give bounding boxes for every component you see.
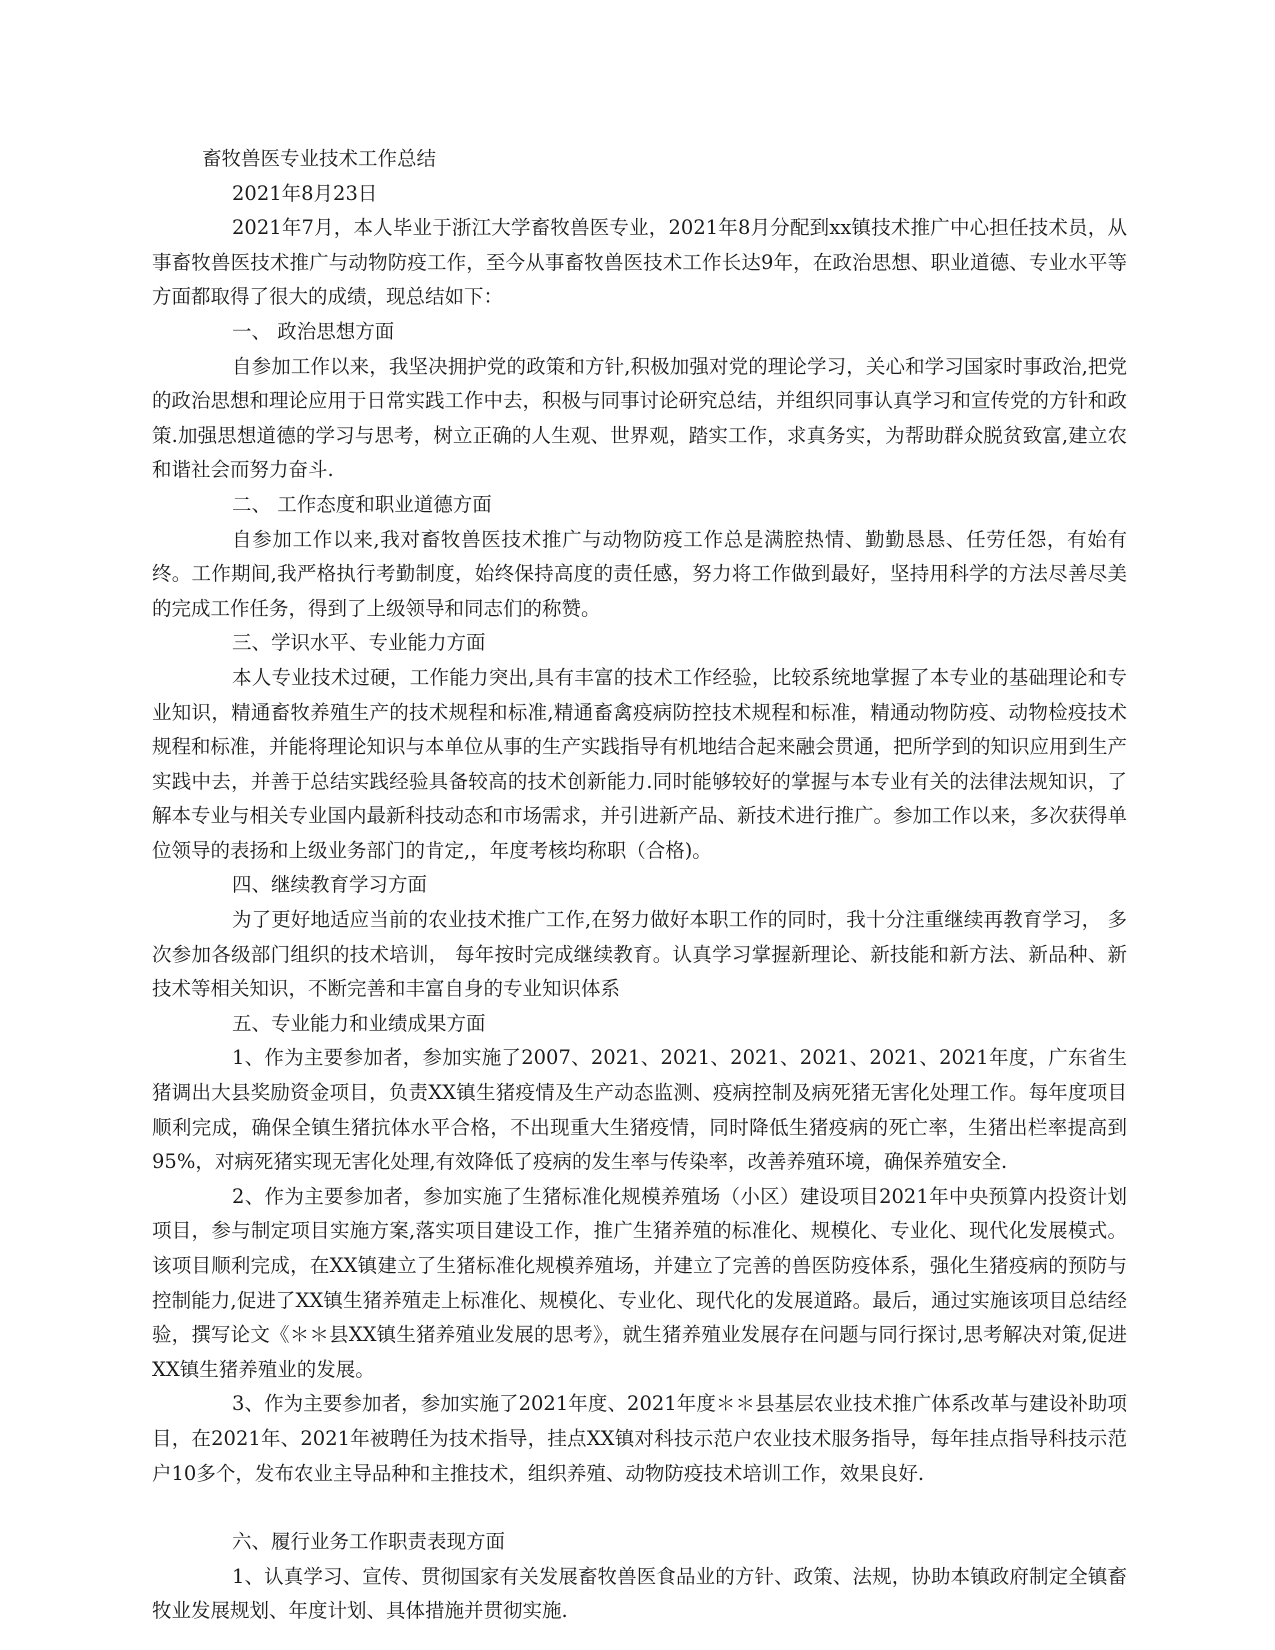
document-title: 畜牧兽医专业技术工作总结 bbox=[202, 147, 437, 170]
section-2-heading: 二、 工作态度和职业道德方面 bbox=[232, 492, 492, 516]
section-5-paragraph-3: 3、作为主要参加者，参加实施了2021年度、2021年度＊＊县基层农业技术推广体系改革与建设补助项目，在2021年、2021年被聘任为技术指导，挂点XX镇对科技示范户农业技术服务指导，每年挂点指导科技示范户10多个，发布农业主导品种和主推技术，组织养殖、动物防疫技术培训工作，效果良好. bbox=[152, 1392, 1127, 1485]
section-2-paragraph-1: 自参加工作以来,我对畜牧兽医技术推广与动物防疫工作总是满腔热情、勤勤恳恳、任劳任怨，有始有终。工作期间,我严格执行考勤制度，始终保持高度的责任感，努力将工作做到最好，坚持用科学的方法尽善尽美的完成工作任务，得到了上级领导和同志们的称赞。 bbox=[152, 527, 1127, 620]
blank-line bbox=[152, 1491, 1127, 1525]
intro-paragraph: 2021年7月，本人毕业于浙江大学畜牧兽医专业，2021年8月分配到xx镇技术推广中心担任技术员，从事畜牧兽医技术推广与动物防疫工作，至今从事畜牧兽医技术工作长达9年，在政治思想、职业道德、专业水平等方面都取得了很大的成绩，现总结如下： bbox=[152, 216, 1127, 309]
section-3-paragraph-1: 本人专业技术过硬，工作能力突出,具有丰富的技术工作经验，比较系统地掌握了本专业的基础理论和专业知识，精通畜牧养殖生产的技术规程和标准,精通畜禽疫病防控技术规程和标准，精通动物防疫、动物检疫技术规程和标准，并能将理论知识与本单位从事的生产实践指导有机地结合起来融会贯通，把所学到的知识应用到生产实践中去，并善于总结实践经验具备较高的技术创新能力.同时能够较好的掌握与本专业有关的法律法规知识，了解本专业与相关专业国内最新科技动态和市场需求，并引进新产品、新技术进行推广。参加工作以来，多次获得单位领导的表扬和上级业务部门的肯定,，年度考核均称职（合格)。 bbox=[152, 665, 1128, 862]
section-6-heading: 六、履行业务工作职责表现方面 bbox=[232, 1530, 506, 1554]
section-1-heading: 一、 政治思想方面 bbox=[232, 319, 395, 343]
section-4-heading: 四、继续教育学习方面 bbox=[232, 873, 428, 897]
section-5-paragraph-2: 2、作为主要参加者，参加实施了生猪标准化规模养殖场（小区）建设项目2021年中央预算内投资计划项目，参与制定项目实施方案,落实项目建设工作，推广生猪养殖的标准化、规模化、专业化、现代化发展模式。该项目顺利完成，在XX镇建立了生猪标准化规模养殖场，并建立了完善的兽医防疫体系，强化生猪疫病的预防与控制能力,促进了XX镇生猪养殖走上标准化、规模化、专业化、现代化的发展道路。最后，通过实施该项目总结经验，撰写论文《＊＊县XX镇生猪养殖业发展的思考》，就生猪养殖业发展存在问题与同行探讨,思考解决对策,促进XX镇生猪养殖业的发展。 bbox=[152, 1184, 1127, 1381]
section-1-paragraph-1: 自参加工作以来，我坚决拥护党的政策和方针,积极加强对党的理论学习，关心和学习国家时事政治,把党的政治思想和理论应用于日常实践工作中去，积极与同事讨论研究总结，并组织同事认真学习和宣传党的方针和政策.加强思想道德的学习与思考，树立正确的人生观、世界观，踏实工作，求真务实，为帮助群众脱贫致富,建立农和谐社会而努力奋斗. bbox=[152, 354, 1128, 482]
section-5-paragraph-1: 1、作为主要参加者，参加实施了2007、2021、2021、2021、2021、2021、2021年度，广东省生猪调出大县奖励资金项目，负责XX镇生猪疫情及生产动态监测、疫病控制及病死猪无害化处理工作。每年度项目顺利完成，确保全镇生猪抗体水平合格，不出现重大生猪疫情，同时降低生猪疫病的死亡率，生猪出栏率提高到95%，对病死猪实现无害化处理,有效降低了疫病的发生率与传染率，改善养殖环境，确保养殖安全. bbox=[152, 1046, 1127, 1174]
section-6-paragraph-1: 1、认真学习、宣传、贯彻国家有关发展畜牧兽医食品业的方针、政策、法规，协助本镇政府制定全镇畜牧业发展规划、年度计划、具体措施并贯彻实施. bbox=[152, 1564, 1127, 1623]
document-page bbox=[152, 142, 1127, 1629]
section-4-paragraph-1: 为了更好地适应当前的农业技术推广工作,在努力做好本职工作的同时，我十分注重继续再教育学习， 多次参加各级部门组织的技术培训， 每年按时完成继续教育。认真学习掌握新理论、新技能和新方法、新品种、新技术等相关知识，不断完善和丰富自身的专业知识体系 bbox=[152, 908, 1127, 1001]
document-date: 2021年8月23日 bbox=[232, 181, 378, 205]
section-3-heading: 三、学识水平、专业能力方面 bbox=[232, 631, 486, 655]
section-5-heading: 五、专业能力和业绩成果方面 bbox=[232, 1011, 486, 1035]
